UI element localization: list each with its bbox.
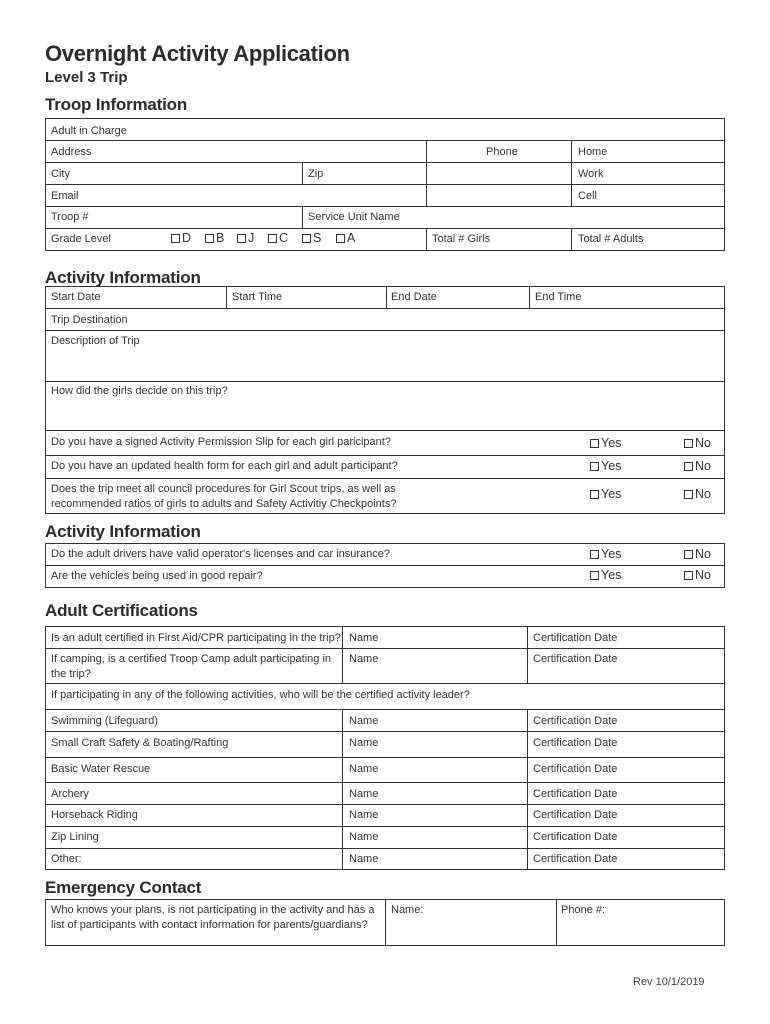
address-field[interactable]: Address xyxy=(51,146,92,158)
permission-yes-checkbox[interactable]: Yes xyxy=(590,436,621,450)
grade-b-checkbox[interactable]: B xyxy=(205,231,224,245)
small-craft-cert-date-field[interactable]: Certification Date xyxy=(533,737,618,749)
zip-lining-cert-date-field[interactable]: Certification Date xyxy=(533,831,618,843)
end-date-field[interactable]: End Date xyxy=(391,291,437,303)
decision-field[interactable]: How did the girls decide on this trip? xyxy=(51,385,228,397)
drivers-yes-checkbox[interactable]: Yes xyxy=(590,547,621,561)
start-date-field[interactable]: Start Date xyxy=(51,291,101,303)
drivers-no-checkbox[interactable]: No xyxy=(684,547,711,561)
other-name-field[interactable]: Name xyxy=(349,853,379,865)
grade-j-checkbox[interactable]: J xyxy=(237,231,254,245)
activity2-section-heading: Activity Information xyxy=(45,522,201,541)
horseback-label: Horseback Riding xyxy=(51,809,138,821)
permission-no-checkbox[interactable]: No xyxy=(684,436,711,450)
activity-section-heading: Activity Information xyxy=(45,268,201,287)
health-form-question: Do you have an updated health form for each girl and adult participant? xyxy=(51,460,398,472)
archery-name-field[interactable]: Name xyxy=(349,788,379,800)
vehicles-yes-checkbox[interactable]: Yes xyxy=(590,568,621,582)
other-activity-field[interactable]: Other: xyxy=(51,853,82,865)
grade-c-checkbox[interactable]: C xyxy=(268,231,288,245)
small-craft-label: Small Craft Safety & Boating/Rafting xyxy=(51,737,229,749)
checkbox-icon xyxy=(268,234,277,243)
checkbox-icon xyxy=(684,462,693,471)
total-adults-field[interactable]: Total # Adults xyxy=(578,233,644,245)
archery-label: Archery xyxy=(51,788,89,800)
water-rescue-name-field[interactable]: Name xyxy=(349,763,379,775)
start-time-field[interactable]: Start Time xyxy=(232,291,283,303)
grade-level-label: Grade Level xyxy=(51,233,111,245)
camping-name-field[interactable]: Name xyxy=(349,653,379,665)
checkbox-icon xyxy=(336,234,345,243)
first-aid-question: Is an adult certified in First Aid/CPR participating in the trip? xyxy=(51,632,341,644)
grade-d-checkbox[interactable]: D xyxy=(171,231,191,245)
swimming-cert-date-field[interactable]: Certification Date xyxy=(533,715,618,727)
troop-number-field[interactable]: Troop # xyxy=(51,211,89,223)
archery-cert-date-field[interactable]: Certification Date xyxy=(533,788,618,800)
other-cert-date-field[interactable]: Certification Date xyxy=(533,853,618,865)
checkbox-icon xyxy=(684,490,693,499)
permission-slip-question: Do you have a signed Activity Permission Slip for each girl paricipant? xyxy=(51,436,391,448)
procedures-question: Does the trip meet all council procedures for Girl Scout trips, as well as recommended ratios of girls to adults and Safety Activitiy Checkpoints? xyxy=(51,483,397,510)
small-craft-name-field[interactable]: Name xyxy=(349,737,379,749)
trip-description-field[interactable]: Description of Trip xyxy=(51,335,140,347)
health-yes-checkbox[interactable]: Yes xyxy=(590,459,621,473)
certifications-section-heading: Adult Certifications xyxy=(45,601,198,620)
service-unit-field[interactable]: Service Unit Name xyxy=(308,211,400,223)
activity-info-table xyxy=(45,286,725,514)
revision-date: Rev 10/1/2019 xyxy=(633,976,705,988)
checkbox-icon xyxy=(171,234,180,243)
vehicles-question: Are the vehicles being used in good repair? xyxy=(51,570,263,582)
phone-label: Phone xyxy=(486,146,518,158)
horseback-cert-date-field[interactable]: Certification Date xyxy=(533,809,618,821)
troop-section-heading: Troop Information xyxy=(45,95,188,114)
emergency-question: Who knows your plans, is not participating in the activity and has a list of participants with contact information for parents/guardians? xyxy=(51,904,375,931)
emergency-section-heading: Emergency Contact xyxy=(45,878,202,897)
home-phone-field[interactable]: Home xyxy=(578,146,608,158)
procedures-yes-checkbox[interactable]: Yes xyxy=(590,487,621,501)
first-aid-cert-date-field[interactable]: Certification Date xyxy=(533,632,618,644)
horseback-name-field[interactable]: Name xyxy=(349,809,379,821)
procedures-no-checkbox[interactable]: No xyxy=(684,487,711,501)
leader-prompt: If participating in any of the following activities, who will be the certified activity leader? xyxy=(51,689,470,701)
vehicles-no-checkbox[interactable]: No xyxy=(684,568,711,582)
swimming-name-field[interactable]: Name xyxy=(349,715,379,727)
camping-cert-date-field[interactable]: Certification Date xyxy=(533,653,618,665)
zip-lining-name-field[interactable]: Name xyxy=(349,831,379,843)
work-phone-field[interactable]: Work xyxy=(578,168,604,180)
checkbox-icon xyxy=(205,234,214,243)
checkbox-icon xyxy=(590,550,599,559)
emergency-name-field[interactable]: Name: xyxy=(391,904,424,916)
camping-question: If camping, is a certified Troop Camp adult participating in the trip? xyxy=(51,653,332,680)
checkbox-icon xyxy=(590,490,599,499)
form-title: Overnight Activity Application xyxy=(45,41,350,66)
adult-in-charge-field[interactable]: Adult in Charge xyxy=(51,125,127,137)
first-aid-name-field[interactable]: Name xyxy=(349,632,379,644)
health-no-checkbox[interactable]: No xyxy=(684,459,711,473)
water-rescue-cert-date-field[interactable]: Certification Date xyxy=(533,763,618,775)
form-subtitle: Level 3 Trip xyxy=(45,69,128,86)
zip-lining-label: Zip Lining xyxy=(51,831,99,843)
drivers-question: Do the adult drivers have valid operator's licenses and car insurance? xyxy=(51,548,391,560)
checkbox-icon xyxy=(684,550,693,559)
checkbox-icon xyxy=(590,439,599,448)
checkbox-icon xyxy=(302,234,311,243)
checkbox-icon xyxy=(590,462,599,471)
trip-destination-field[interactable]: Trip Destination xyxy=(51,314,128,326)
grade-s-checkbox[interactable]: S xyxy=(302,231,321,245)
cell-phone-field[interactable]: Cell xyxy=(578,190,597,202)
checkbox-icon xyxy=(590,571,599,580)
city-field[interactable]: City xyxy=(51,168,70,180)
checkbox-icon xyxy=(237,234,246,243)
emergency-phone-field[interactable]: Phone #: xyxy=(561,904,606,916)
swimming-label: Swimming (Lifeguard) xyxy=(51,715,158,727)
total-girls-field[interactable]: Total # Girls xyxy=(432,233,491,245)
end-time-field[interactable]: End Time xyxy=(535,291,582,303)
zip-field[interactable]: Zip xyxy=(308,168,324,180)
email-field[interactable]: Email xyxy=(51,190,79,202)
grade-a-checkbox[interactable]: A xyxy=(336,231,355,245)
checkbox-icon xyxy=(684,571,693,580)
checkbox-icon xyxy=(684,439,693,448)
water-rescue-label: Basic Water Rescue xyxy=(51,763,151,775)
